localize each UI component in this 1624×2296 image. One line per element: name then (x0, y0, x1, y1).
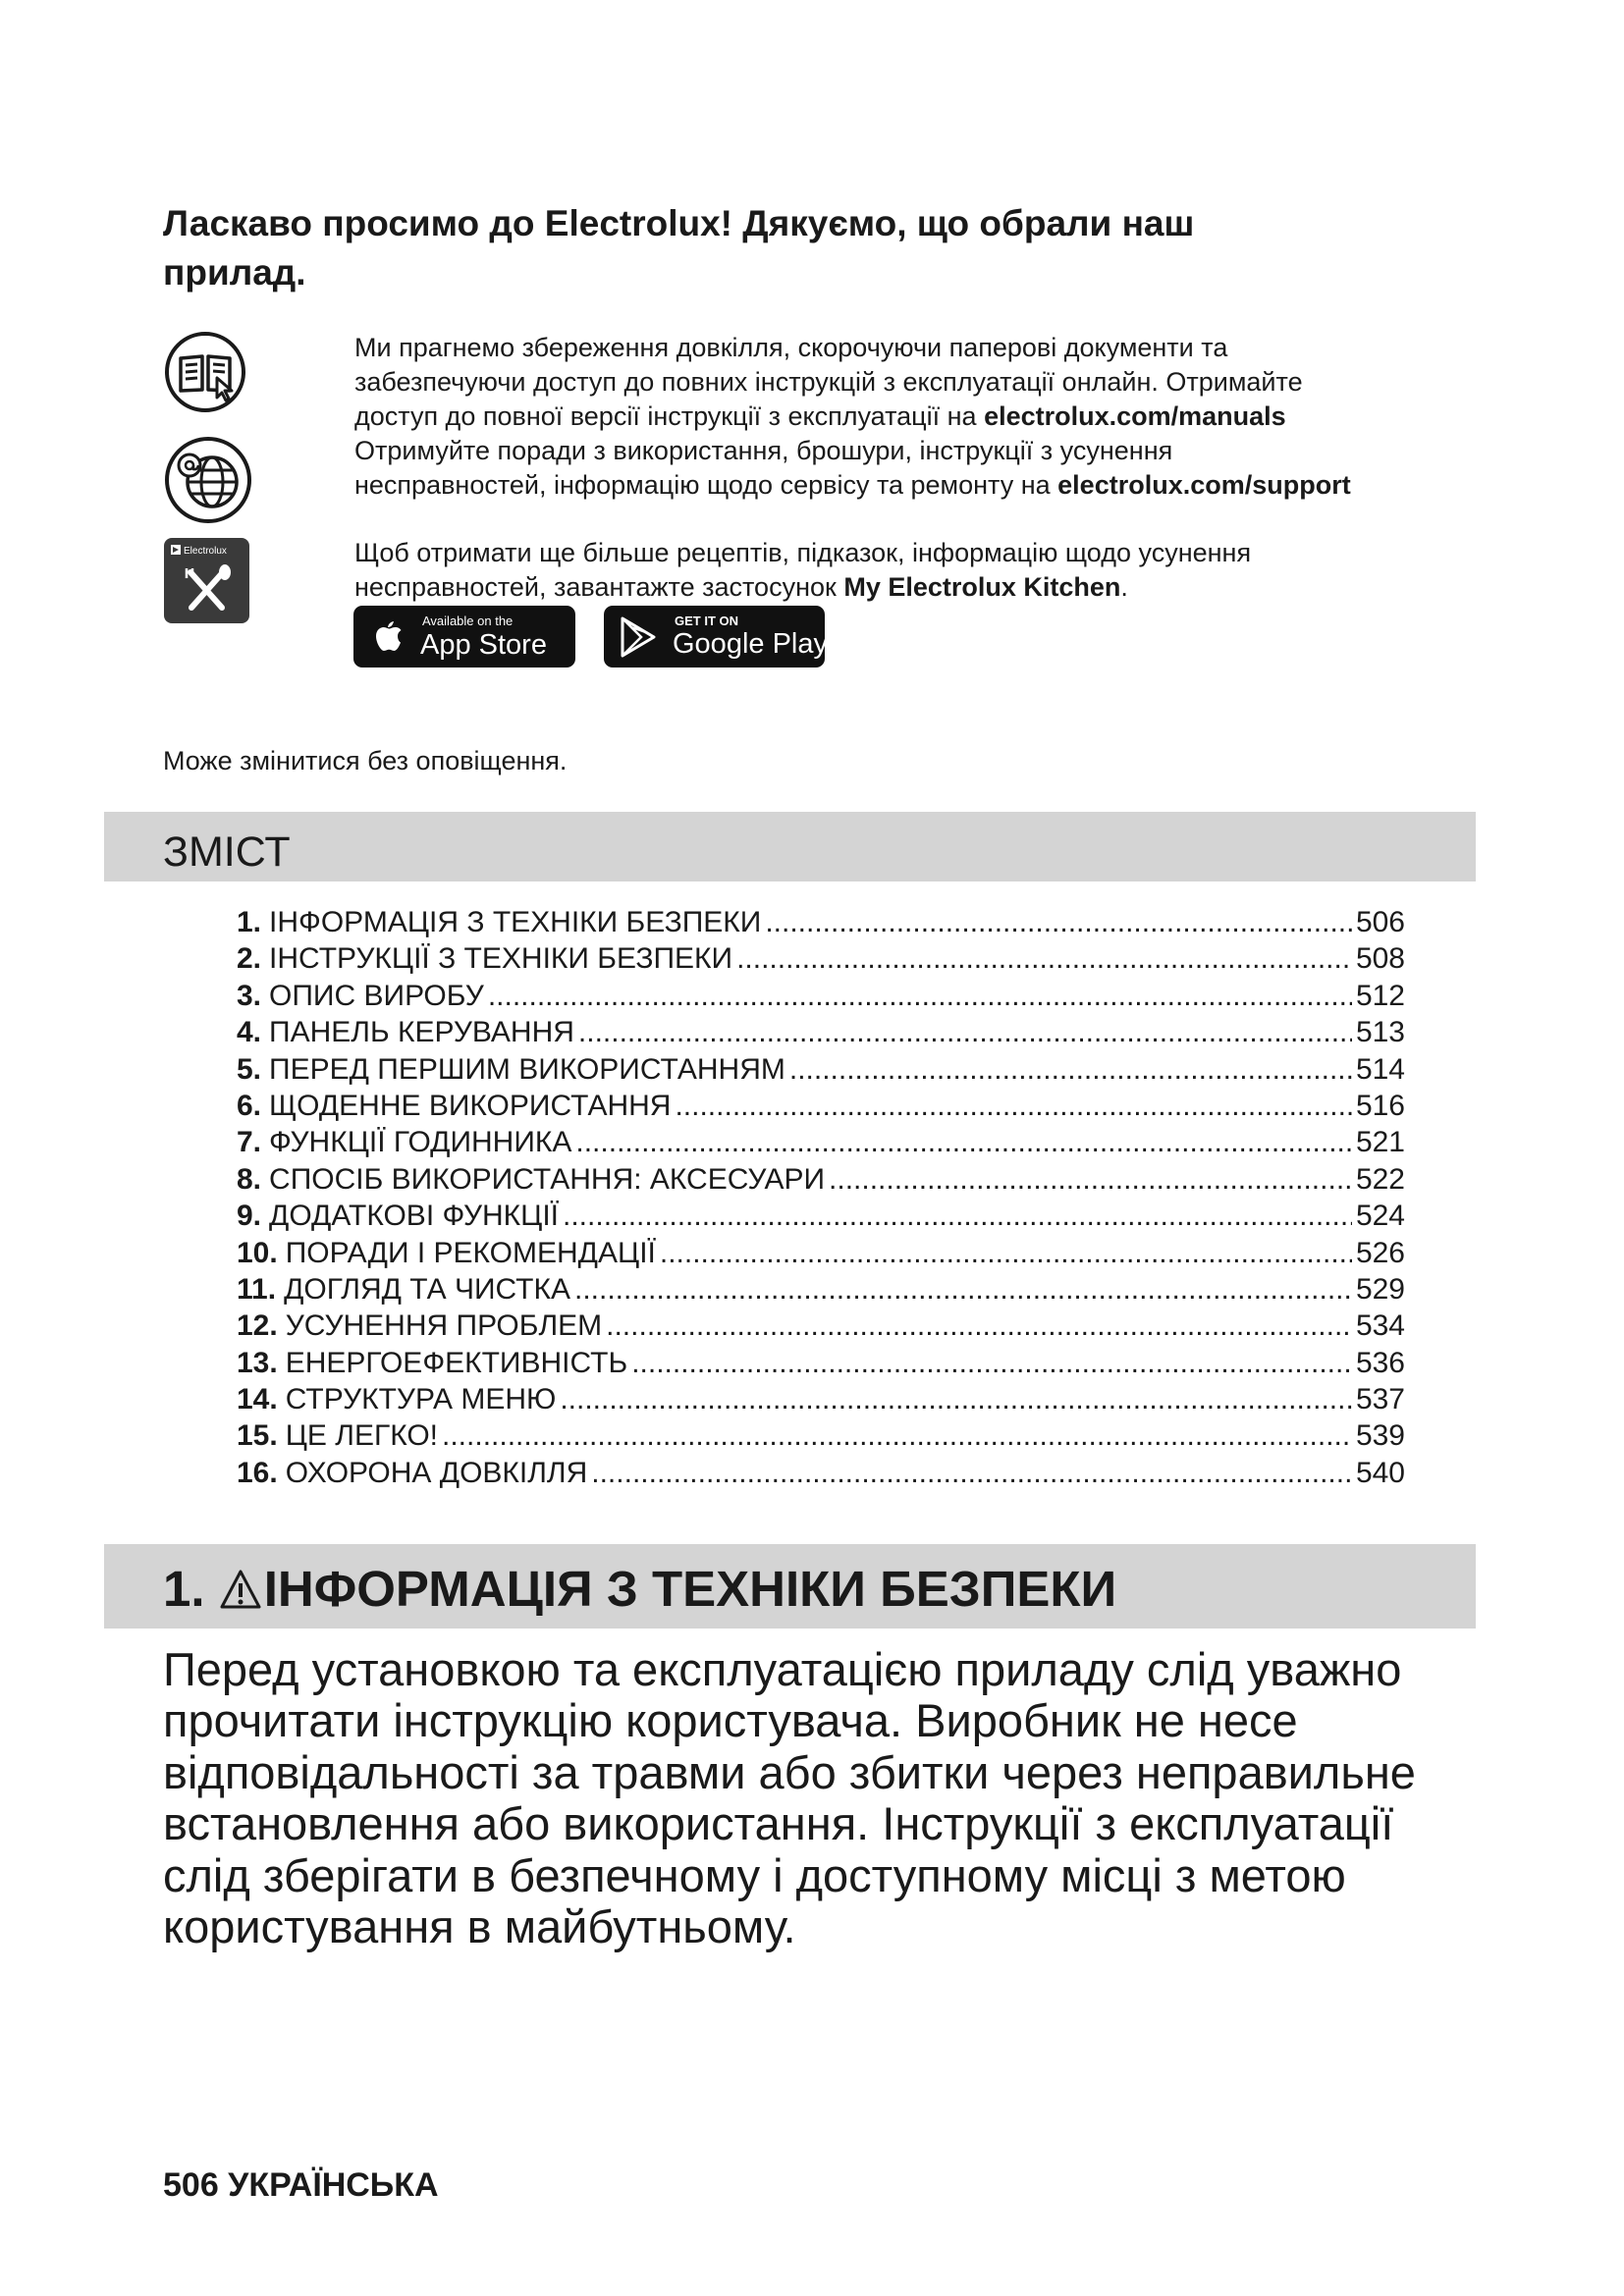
toc-item-page: 534 (1355, 1309, 1405, 1343)
toc-item-leader (736, 940, 1352, 977)
app-store-small-text: Available on the (422, 614, 514, 628)
toc-item-page: 537 (1355, 1383, 1405, 1416)
google-play-logo-icon (620, 616, 657, 658)
toc-item[interactable] (237, 1014, 1405, 1050)
section-1-number: 1. (163, 1561, 205, 1617)
toc-item-leader (765, 904, 1352, 940)
toc-item-page: 513 (1355, 1016, 1405, 1049)
toc-item[interactable] (237, 1308, 1405, 1344)
toc-item-number: 12. (237, 1309, 278, 1343)
toc-item-page: 536 (1355, 1346, 1405, 1379)
toc-item-page: 521 (1355, 1126, 1405, 1159)
toc-item-label: ІНФОРМАЦІЯ З ТЕХНІКИ БЕЗПЕКИ (269, 906, 762, 938)
toc-item-number: 14. (237, 1383, 278, 1416)
toc-item-page: 529 (1355, 1272, 1405, 1306)
toc-item-label: СТРУКТУРА МЕНЮ (285, 1383, 557, 1416)
toc-item-number: 4. (237, 1016, 262, 1049)
toc-item-number: 1. (237, 906, 262, 938)
section-1-heading: ІНФОРМАЦІЯ З ТЕХНІКИ БЕЗПЕКИ (263, 1561, 1117, 1617)
manuals-link[interactable]: electrolux.com/manuals (984, 401, 1286, 431)
toc-item[interactable] (237, 904, 1405, 940)
toc-item-page: 540 (1355, 1456, 1405, 1489)
toc-item-page: 514 (1355, 1052, 1405, 1086)
google-play-badge[interactable] (604, 606, 828, 667)
toc-item-page: 522 (1355, 1162, 1405, 1196)
toc-item[interactable] (237, 1417, 1405, 1454)
toc-item[interactable] (237, 1381, 1405, 1417)
toc-item-label: ПЕРЕД ПЕРШИМ ВИКОРИСТАННЯМ (269, 1052, 785, 1086)
app-store-big-text: App Store (420, 629, 547, 661)
toc-item-leader (660, 1235, 1352, 1271)
toc-item-leader (631, 1345, 1352, 1381)
toc-item-leader (578, 1014, 1352, 1050)
online-resources-text (354, 331, 1351, 503)
welcome-heading (163, 199, 1390, 297)
manuals-line-2: забезпечуючи доступ до повних інструкцій з експлуатації онлайн. Отримайте (354, 367, 1303, 397)
welcome-line-1: Ласкаво просимо до Electrolux! Дякуємо, що обрали наш (163, 203, 1195, 243)
toc-item-number: 16. (237, 1456, 278, 1489)
toc-item-number: 11. (237, 1272, 277, 1306)
web-globe-icon (163, 435, 253, 525)
toc-item-number: 5. (237, 1052, 262, 1086)
toc-item[interactable] (237, 978, 1405, 1014)
toc-item-number: 8. (237, 1162, 262, 1196)
toc-item-page: 508 (1355, 942, 1405, 976)
toc-item-page: 539 (1355, 1419, 1405, 1453)
app-line-2-text: несправностей, завантажте застосунок (354, 572, 844, 602)
toc-item-label: ОПИС ВИРОБУ (269, 979, 484, 1012)
toc-item-leader (574, 1271, 1352, 1308)
toc-item-label: УСУНЕННЯ ПРОБЛЕМ (285, 1309, 603, 1343)
toc-item[interactable] (237, 1271, 1405, 1308)
toc-item-page: 524 (1355, 1200, 1405, 1233)
toc-item-label: ДОГЛЯД ТА ЧИСТКА (284, 1272, 570, 1306)
toc-item-number: 13. (237, 1346, 278, 1379)
toc-item-label: ЦЕ ЛЕГКО! (285, 1419, 439, 1453)
app-line-1: Щоб отримати ще більше рецептів, підказок, інформацію щодо усунення (354, 538, 1252, 567)
toc-item-label: ЕНЕРГОЕФЕКТИВНІСТЬ (285, 1346, 628, 1379)
manual-book-icon (163, 330, 247, 414)
support-line-2 (354, 468, 1351, 503)
toc-item-number: 3. (237, 979, 262, 1012)
toc-item[interactable] (237, 940, 1405, 977)
toc-item-leader (829, 1161, 1352, 1198)
toc-item[interactable] (237, 1051, 1405, 1088)
toc-item-leader (591, 1455, 1352, 1491)
support-line-2-text: несправностей, інформацію щодо сервісу та ремонту на (354, 470, 1058, 500)
toc-item-page: 506 (1355, 906, 1405, 938)
toc-item-page: 516 (1355, 1089, 1405, 1122)
welcome-line-2: прилад. (163, 252, 306, 293)
toc-item[interactable] (237, 1235, 1405, 1271)
page-footer: 506 УКРАЇНСЬКА (163, 2166, 439, 2204)
support-line-1: Отримуйте поради з використання, брошури, інструкції з усунення (354, 436, 1173, 465)
table-of-contents (237, 904, 1405, 1491)
toc-item-label: ФУНКЦІЇ ГОДИННИКА (269, 1126, 572, 1159)
toc-item-number: 2. (237, 942, 262, 976)
google-play-small-text: GET IT ON (675, 614, 738, 628)
toc-item-label: ОХОРОНА ДОВКІЛЛЯ (285, 1456, 588, 1489)
manuals-line-1: Ми прагнемо збереження довкілля, скорочуючи паперові документи та (354, 333, 1228, 362)
toc-item-leader (488, 978, 1352, 1014)
app-line-2 (354, 570, 1251, 605)
google-play-big-text: Google Play (673, 628, 828, 660)
toc-item-leader (789, 1051, 1352, 1088)
toc-item-page: 512 (1355, 979, 1405, 1012)
manuals-line-3 (354, 400, 1351, 434)
toc-item-label: ДОДАТКОВІ ФУНКЦІЇ (269, 1200, 560, 1233)
toc-item-label: ПАНЕЛЬ КЕРУВАННЯ (269, 1016, 574, 1049)
toc-item-label: СПОСІБ ВИКОРИСТАННЯ: АКСЕСУАРИ (269, 1162, 826, 1196)
app-name: My Electrolux Kitchen (843, 572, 1121, 602)
toc-item-leader (563, 1198, 1352, 1234)
toc-item-page: 526 (1355, 1236, 1405, 1269)
toc-item-leader (675, 1088, 1351, 1124)
toc-item-number: 6. (237, 1089, 262, 1122)
toc-item[interactable] (237, 1345, 1405, 1381)
toc-item-leader (442, 1417, 1352, 1454)
toc-item[interactable] (237, 1088, 1405, 1124)
electrolux-kitchen-app-icon (163, 537, 250, 624)
section-1-title (163, 1562, 1116, 1617)
toc-item[interactable] (237, 1124, 1405, 1160)
toc-item-label: ПОРАДИ І РЕКОМЕНДАЦІЇ (285, 1236, 656, 1269)
toc-item[interactable] (237, 1198, 1405, 1234)
toc-item-number: 10. (237, 1236, 278, 1269)
toc-item[interactable] (237, 1455, 1405, 1491)
toc-item-number: 9. (237, 1200, 262, 1233)
toc-item-leader (575, 1124, 1352, 1160)
apple-logo-icon (371, 616, 405, 656)
toc-item-label: ЩОДЕННЕ ВИКОРИСТАННЯ (269, 1089, 672, 1122)
change-notice: Може змінитися без оповіщення. (163, 746, 568, 775)
manuals-line-3-text: доступ до повної версії інструкції з експлуатації на (354, 401, 985, 431)
toc-title: ЗМІСТ (163, 828, 291, 876)
app-promo-text (354, 536, 1251, 605)
toc-item-label: ІНСТРУКЦІЇ З ТЕХНІКИ БЕЗПЕКИ (269, 942, 733, 976)
toc-item-number: 15. (237, 1419, 278, 1453)
warning-triangle-icon (219, 1569, 262, 1610)
toc-item-leader (560, 1381, 1352, 1417)
app-icon-brand: Electrolux (184, 546, 227, 557)
toc-item[interactable] (237, 1161, 1405, 1198)
support-link[interactable]: electrolux.com/support (1057, 470, 1351, 500)
section-1-body: Перед установкою та експлуатацією приладу слід уважно прочитати інструкцію користувача. Виробник не несе відповідальності за травми або збитки через неправильне встановлення або використання. Інструкції з експлуатації слід зберігати в безпечному і доступному місці з метою користування в майбутньому. (163, 1643, 1416, 1953)
app-store-badge[interactable] (353, 606, 575, 667)
toc-item-number: 7. (237, 1126, 262, 1159)
toc-header-band (104, 812, 1476, 881)
app-line-2-end: . (1120, 572, 1128, 602)
toc-item-leader (606, 1308, 1352, 1344)
